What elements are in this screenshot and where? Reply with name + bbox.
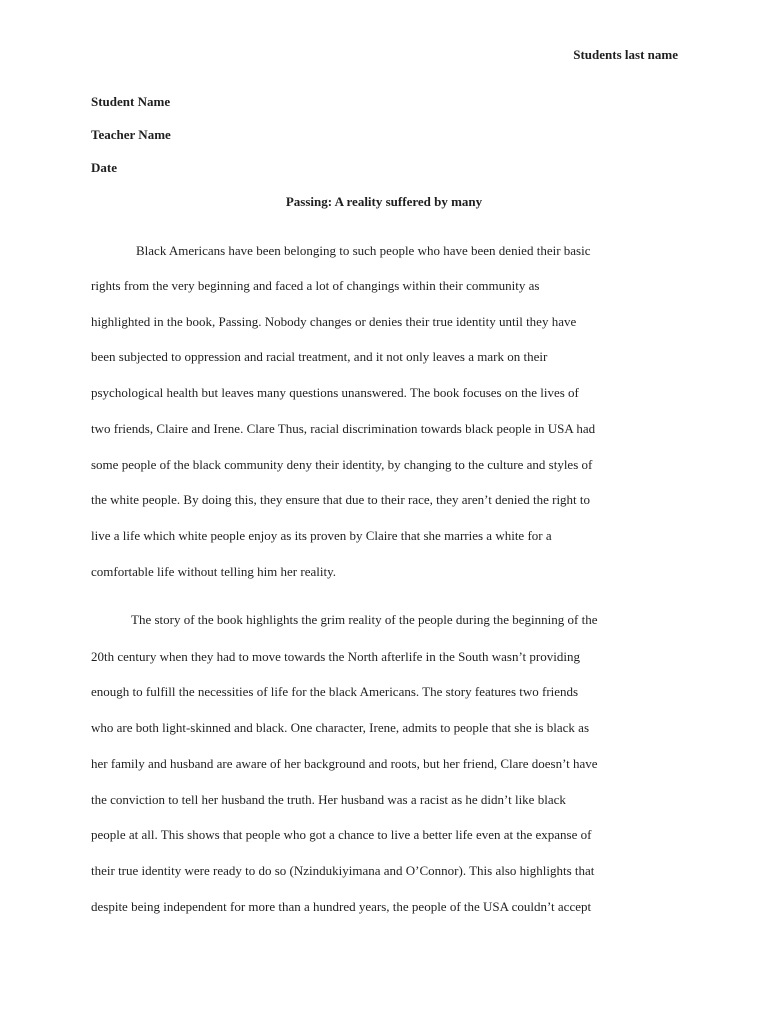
body-line: 20th century when they had to move towards the North afterlife in the South wasn’t providing [91,649,580,664]
teacher-name: Teacher Name [91,127,171,142]
body-line: despite being independent for more than a hundred years, the people of the USA couldn’t accept [91,899,592,914]
body-line: rights from the very beginning and faced a lot of changings within their community as [91,278,540,293]
body-line: her family and husband are aware of her background and roots, but her friend, Clare doesn’t have [91,756,598,771]
essay-title: Passing: A reality suffered by many [285,194,483,209]
body-line: psychological health but leaves many questions unanswered. The book focuses on the lives of [91,385,579,400]
date: Date [91,160,117,175]
student-name: Student Name [91,94,171,109]
running-head: Students last name [573,47,678,62]
body-line: enough to fulfill the necessities of life for the black Americans. The story features two friends [91,684,579,699]
body-line: comfortable life without telling him her reality. [91,564,337,579]
body-line: some people of the black community deny their identity, by changing to the culture and styles of [91,457,593,472]
body-line: the conviction to tell her husband the truth. Her husband was a racist as he didn’t like black [91,792,566,807]
body-line: highlighted in the book, Passing. Nobody changes or denies their true identity until they have [91,314,577,329]
body-line: live a life which white people enjoy as its proven by Claire that she marries a white for a [91,528,552,543]
body-line: people at all. This shows that people who got a chance to live a better life even at the expanse of [91,827,592,842]
body-line: the white people. By doing this, they ensure that due to their race, they aren’t denied the right to [91,492,591,507]
body-line: two friends, Claire and Irene. Clare Thus, racial discrimination towards black people in USA had [91,421,596,436]
body-line: been subjected to oppression and racial treatment, and it not only leaves a mark on their [91,349,548,364]
body-line: The story of the book highlights the grim reality of the people during the beginning of the [131,612,598,627]
body-line: Black Americans have been belonging to such people who have been denied their basic [136,243,591,258]
body-line: who are both light-skinned and black. One character, Irene, admits to people that she is black as [91,720,590,735]
body-line: their true identity were ready to do so (Nzindukiyimana and O’Connor). This also highlights that [91,863,595,878]
